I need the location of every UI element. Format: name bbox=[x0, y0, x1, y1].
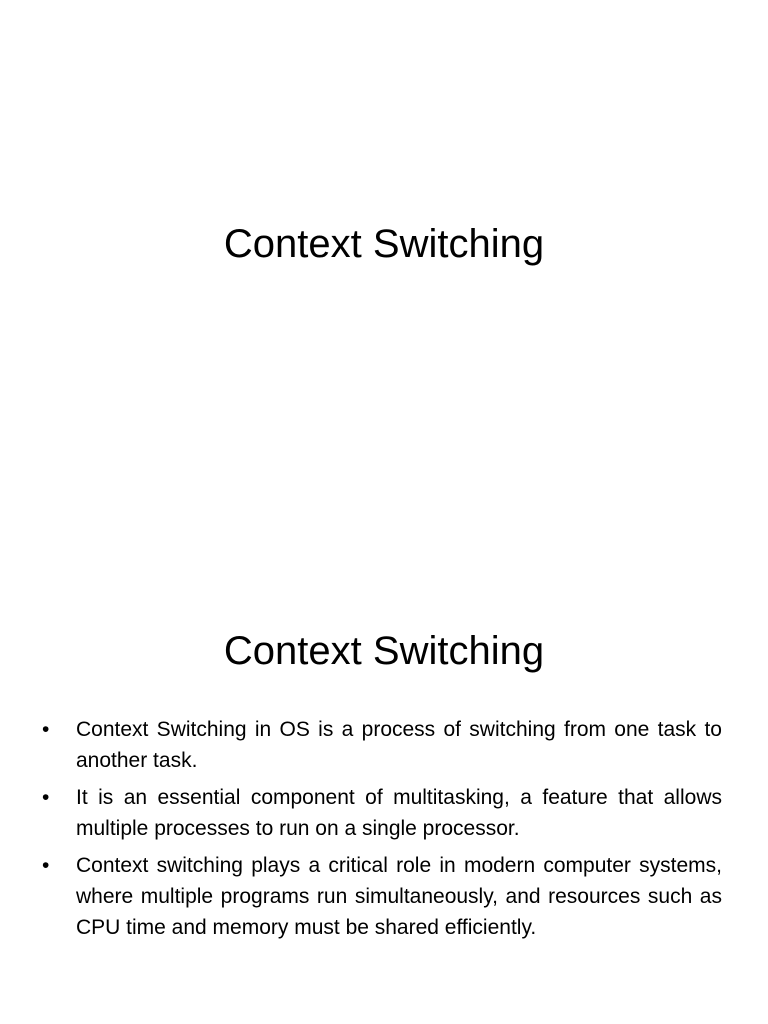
slide-title: Context Switching bbox=[223, 222, 545, 266]
bullet-text: It is an essential component of multitasking, a feature that allows multiple processes to run on a single processor. bbox=[76, 786, 722, 840]
bullet-item bbox=[42, 850, 722, 943]
bullet-icon: • bbox=[42, 854, 50, 877]
bullet-item bbox=[42, 714, 722, 776]
bullet-text: Context switching plays a critical role in modern computer systems, where multiple programs run simultaneously, and resources such as CPU time and memory must be shared efficiently. bbox=[76, 854, 722, 939]
bullet-item bbox=[42, 782, 722, 844]
bullet-list bbox=[42, 714, 722, 949]
slide-title: Context Switching bbox=[223, 629, 545, 673]
bullet-text: Context Switching in OS is a process of switching from one task to another task. bbox=[76, 718, 722, 772]
bullet-icon: • bbox=[42, 786, 50, 809]
content-slide bbox=[0, 512, 768, 1024]
bullet-icon: • bbox=[42, 718, 50, 741]
